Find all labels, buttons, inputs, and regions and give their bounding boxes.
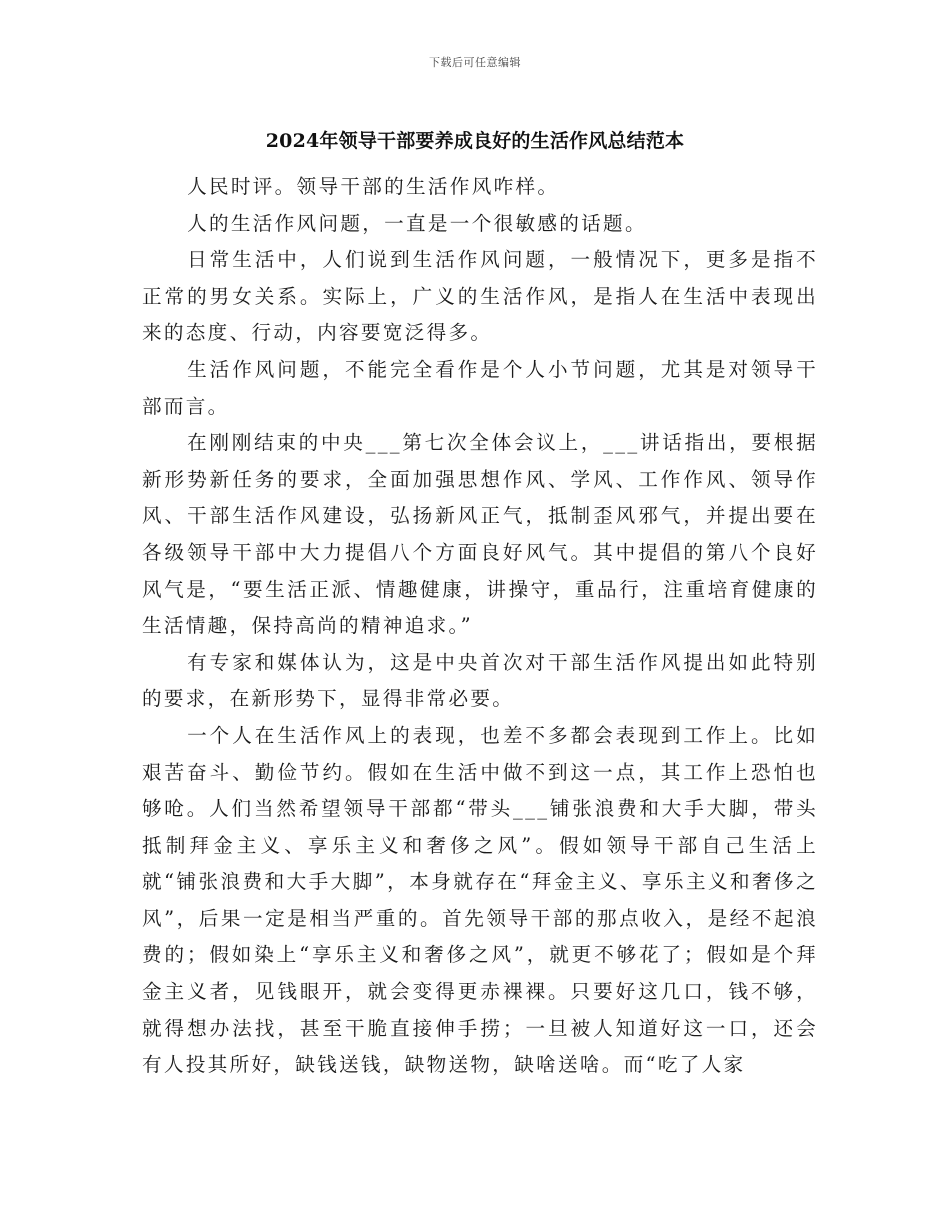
paragraph: 日常生活中，人们说到生活作风问题，一般情况下，更多是指不正常的男女关系。实际上，广义的生活作风，是指人在生活中表现出来的态度、行动，内容要宽泛得多。 <box>142 248 818 345</box>
paragraph: 生活作风问题，不能完全看作是个人小节问题，尤其是对领导干部而言。 <box>142 357 818 418</box>
document-title: 2024年领导干部要养成良好的生活作风总结范本 <box>265 130 685 152</box>
paragraph: 有专家和媒体认为，这是中央首次对干部生活作风提出如此特别的要求，在新形势下，显得非常必要。 <box>142 650 818 711</box>
paragraph: 一个人在生活作风上的表现，也差不多都会表现到工作上。比如艰苦奋斗、勤俭节约。假如在生活中做不到这一点，其工作上恐怕也够呛。人们当然希望领导干部都“带头___铺张浪费和大手大脚，带头抵制拜金主义、享乐主义和奢侈之风”。假如领导干部自己生活上就“铺张浪费和大手大脚”，本身就存在“拜金主义、享乐主义和奢侈之风”，后果一定是相当严重的。首先领导干部的那点收入，是经不起浪费的；假如染上“享乐主义和奢侈之风”，就更不够花了；假如是个拜金主义者，见钱眼开，就会变得更赤裸裸。只要好这几口，钱不够，就得想办法找，甚至干脆直接伸手捞；一旦被人知道好这一口，还会有人投其所好，缺钱送钱，缺物送物，缺啥送啥。而“吃了人家 <box>142 723 818 1077</box>
paragraph: 人民时评。领导干部的生活作风咋样。 <box>187 175 560 198</box>
paragraph: 在刚刚结束的中央___第七次全体会议上，___讲话指出，要根据新形势新任务的要求，全面加强思想作风、学风、工作作风、领导作风、干部生活作风建设，弘扬新风正气，抵制歪风邪气，并提出要在各级领导干部中大力提倡八个方面良好风气。其中提倡的第八个良好风气是，“要生活正派、情趣健康，讲操守，重品行，注重培育健康的生活情趣，保持高尚的精神追求。” <box>142 431 818 638</box>
header-note: 下载后可任意编辑 <box>429 56 521 69</box>
document-body <box>142 169 818 1084</box>
paragraph: 人的生活作风问题，一直是一个很敏感的话题。 <box>187 211 647 235</box>
